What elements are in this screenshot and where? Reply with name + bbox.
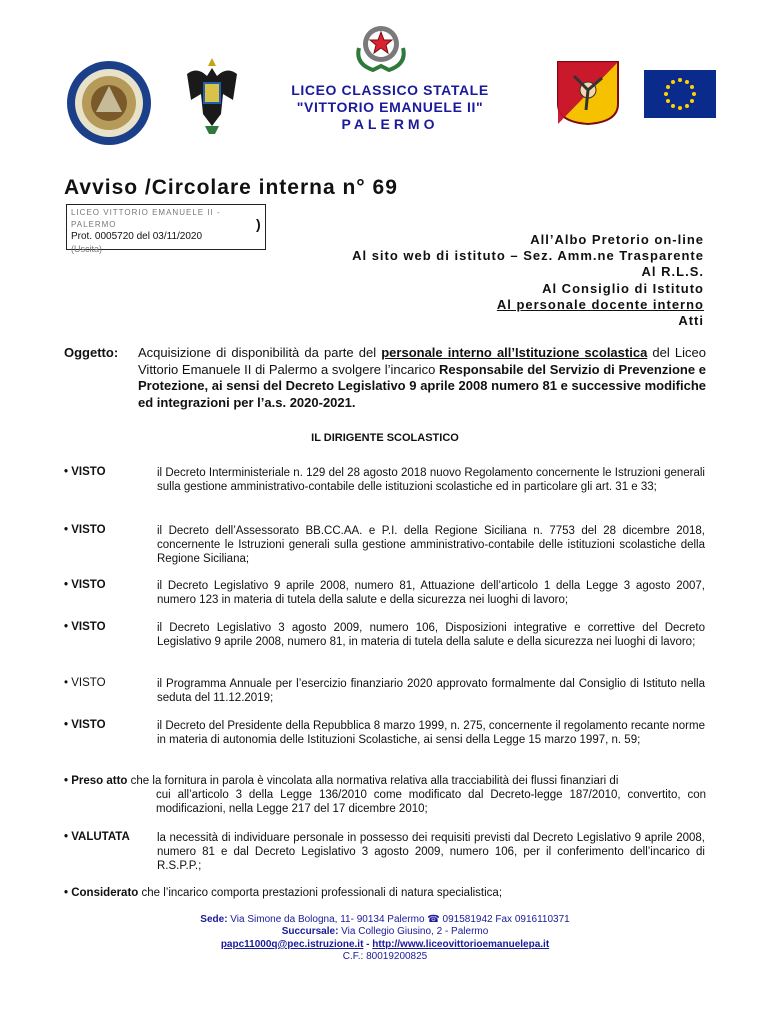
recipient-atti: Atti [678,313,704,329]
considerato-item [64,886,706,900]
item-text: il Decreto del Presidente della Repubblica 8 marzo 1999, n. 275, concernente il regolamento recante norme in materia di autonomia delle Istituzioni Scolastiche, ai sensi della Legge 15 marzo 1997, n. 59; [157,720,705,747]
school-city: PALERMO [341,116,439,132]
oggetto-text [138,345,706,411]
dirigente-heading: IL DIRIGENTE SCOLASTICO [311,432,459,444]
footer [0,914,770,964]
protocol-stamp [66,204,266,254]
recipient-rls: Al R.L.S. [641,264,704,280]
stamp-line3: (Uscita) [71,244,102,254]
valutata-text: la necessità di individuare personale in possesso dei requisiti previsti dal Decreto Legislativo 9 aprile 2008, numero 81 e dal Decreto Legislativo 3 agosto 2009, numero 106, per il conferimento dell’incarico di R.S.P.P.; [157,832,705,873]
preso-atto-label: • Preso atto [64,775,128,787]
recipient-personale: Al personale docente interno [496,296,704,312]
preso-atto-item [64,774,706,817]
footer-succursale-line [0,926,770,938]
item-label: • VISTO [64,579,106,591]
item-label: • VISTO [64,719,106,731]
footer-links-line [0,939,770,951]
item-text: il Decreto Legislativo 9 aprile 2008, numero 81, Attuazione dell’articolo 1 della Legge 3 agosto 2007, numero 123 in materia di tutela della salute e della sicurezza nei luoghi di lavoro; [157,580,705,607]
oggetto-part4: Responsabile del Servizio di Prevenzione e Protezione, ai sensi del Decreto Legislativo 9 aprile 2008 numero 81 e successive modifiche ed integrazioni per l’a.s. 2020-2021. [138,361,706,410]
palermo-eagle-crest [183,54,241,138]
valutata-label: • VALUTATA [64,831,130,843]
recipients-block [352,232,704,329]
oggetto-part3: del Liceo Vittorio Emanuele II di Palermo a svolgere l’incarico [138,345,706,377]
preso-atto-rest: cui all’articolo 3 della Legge 136/2010 come modificato dal Decreto-legge 187/2010, convertito, con modificazioni, nella Legge 217 del 17 dicembre 2010; [156,789,706,816]
item-text: il Decreto Legislativo 3 agosto 2009, numero 106, Disposizioni integrative e correttive del Decreto Legislativo 9 aprile 2008, numero 81, in materia di tutela della salute e della sicurezza nei luoghi di lavoro; [157,622,705,649]
recipient-sito: Al sito web di istituto – Sez. Amm.ne Trasparente [352,248,704,264]
footer-sede-line [0,914,770,926]
stamp-line1: LICEO VITTORIO EMANUELE II - PALERMO [71,208,221,229]
stamp-line2: Prot. 0005720 del 03/11/2020 [71,231,203,242]
footer-sede-label: Sede: [200,914,228,925]
item-label: • VISTO [64,621,106,633]
oggetto-part1: Acquisizione di disponibilità da parte del [138,345,382,360]
italian-republic-emblem [351,18,411,74]
item-text: il Programma Annuale per l’esercizio finanziario 2020 approvato formalmente dal Consiglio di Istituto nella seduta del 11.12.2019; [157,678,705,705]
considerato-label: • Considerato [64,887,139,899]
school-name-line2: "VITTORIO EMANUELE II" [296,99,484,115]
school-round-logo [66,60,152,146]
footer-phone: 091581942 Fax 0916110371 [439,914,570,925]
recipient-consiglio: Al Consiglio di Istituto [542,280,704,296]
sicily-flag-icon [556,60,620,126]
item-label: • VISTO [64,524,106,536]
document-title: Avviso /Circolare interna n° 69 [64,176,398,199]
considerato-text: che l’incarico comporta prestazioni professionali di natura specialistica; [138,887,503,899]
footer-separator: - [363,938,373,950]
stamp-tail: ) [256,216,261,232]
footer-cf: C.F.: 80019200825 [342,951,428,963]
phone-icon: ☎ [427,914,440,925]
footer-succursale-label: Succursale: [281,926,339,938]
footer-succursale-address: Via Collegio Giusino, 2 - Palermo [338,926,489,938]
school-name-line1: LICEO CLASSICO STATALE [291,82,489,98]
item-text: il Decreto dell’Assessorato BB.CC.AA. e P.I. della Regione Siciliana n. 7753 del 28 dicembre 2018, concernente le Istruzioni generali sulla gestione amministrativo-contabile delle istituzioni scolastiche della Regione Siciliana; [157,525,705,566]
eu-flag-icon [644,70,716,118]
oggetto-label: Oggetto: [64,345,119,360]
footer-pec-link[interactable]: papc11000q@pec.istruzione.it [220,938,364,950]
school-name [245,82,535,133]
footer-sede-address: Via Simone da Bologna, 11- 90134 Palermo [227,914,428,925]
item-label: • VISTO [64,466,106,478]
item-text: il Decreto Interministeriale n. 129 del 28 agosto 2018 nuovo Regolamento concernente le Istruzioni generali sulla gestione amministrativo-contabile delle istituzioni scolastiche ed in particolare gli art. 31 e 33; [157,467,705,494]
item-label: • VISTO [64,677,106,689]
oggetto-part2: personale interno all’Istituzione scolastica [381,345,648,360]
preso-atto-first: che la fornitura in parola è vincolata alla normativa relativa alla tracciabilità dei flussi finanziari di [127,775,619,787]
footer-web-link[interactable]: http://www.liceovittorioemanuelepa.it [372,938,550,950]
recipient-albo: All’Albo Pretorio on-line [530,232,704,247]
